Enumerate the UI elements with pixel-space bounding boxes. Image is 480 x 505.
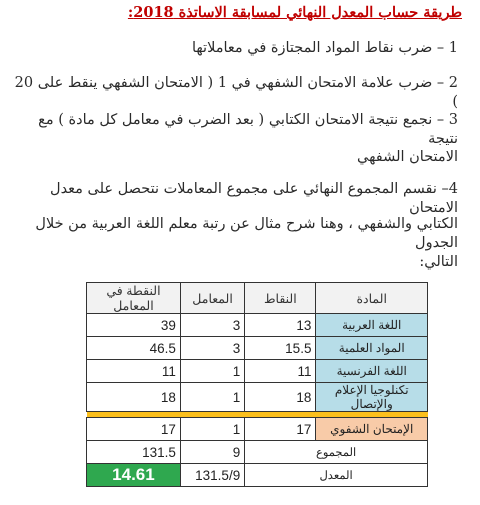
coefficient-cell: 3 xyxy=(180,337,244,360)
coefficient-cell: 1 xyxy=(180,383,244,412)
total-weighted: 131.5 xyxy=(87,441,181,464)
table-row xyxy=(87,314,428,337)
step-4-continued: الكتابي والشفهي ، وهنا شرح مثال عن رتبة معلم اللغة العربية من خلال الجدول xyxy=(35,216,458,251)
header-marks: النقاط xyxy=(245,283,316,314)
marks-cell: 15.5 xyxy=(245,337,316,360)
marks-cell: 13 xyxy=(245,314,316,337)
final-average-value: 14.61 xyxy=(87,464,181,487)
step-4: 4– نقسم المجموع النهائي على مجموع المعاملات نتحصل على معدل الامتحان xyxy=(50,181,458,216)
weighted-cell: 18 xyxy=(87,383,181,412)
oral-marks-cell: 17 xyxy=(245,418,316,441)
coefficient-cell: 3 xyxy=(180,314,244,337)
coefficient-cell: 1 xyxy=(180,360,244,383)
subject-cell: اللغة العربية xyxy=(316,314,428,337)
oral-row xyxy=(87,418,428,441)
header-subject: المادة xyxy=(316,283,428,314)
step-3: 3 – نجمع نتيجة الامتحان الكتابي ( بعد الضرب في معامل كل مادة ) مع نتيجة xyxy=(38,112,458,147)
weighted-cell: 39 xyxy=(87,314,181,337)
total-row xyxy=(87,441,428,464)
average-row xyxy=(87,464,428,487)
total-coefficient: 9 xyxy=(180,441,244,464)
weighted-cell: 11 xyxy=(87,360,181,383)
average-label: المعدل xyxy=(245,464,428,487)
table-row xyxy=(87,337,428,360)
step-1: 1 – ضرب نقاط المواد المجتازة في معاملاتها xyxy=(191,40,458,56)
oral-coefficient-cell: 1 xyxy=(180,418,244,441)
average-formula: 131.5/9 xyxy=(180,464,244,487)
marks-cell: 11 xyxy=(245,360,316,383)
subject-cell: اللغة الفرنسية xyxy=(316,360,428,383)
table-row xyxy=(87,360,428,383)
page-title: طريقة حساب المعدل النهائي لمسابقة الاساتذة 2018: xyxy=(127,4,462,21)
subject-cell: تكنلوجيا الإعلام والإتصال xyxy=(316,383,428,412)
total-label: المجموع xyxy=(245,441,428,464)
oral-weighted-cell: 17 xyxy=(87,418,181,441)
marks-cell: 18 xyxy=(245,383,316,412)
step-4-end: التالي: xyxy=(419,254,458,270)
table-row xyxy=(87,383,428,412)
weighted-cell: 46.5 xyxy=(87,337,181,360)
step-2: 2 – ضرب علامة الامتحان الشفهي في 1 ( الامتحان الشفهي ينقط على 20 ) xyxy=(14,75,458,110)
grades-table xyxy=(86,282,428,487)
subject-cell: المواد العلمية xyxy=(316,337,428,360)
header-weighted: النقطة في المعامل xyxy=(87,283,181,314)
table-header-row xyxy=(87,283,428,314)
oral-subject-cell: الإمتحان الشفوي xyxy=(316,418,428,441)
step-3-continued: الامتحان الشفهي xyxy=(357,149,458,165)
header-coefficient: المعامل xyxy=(180,283,244,314)
